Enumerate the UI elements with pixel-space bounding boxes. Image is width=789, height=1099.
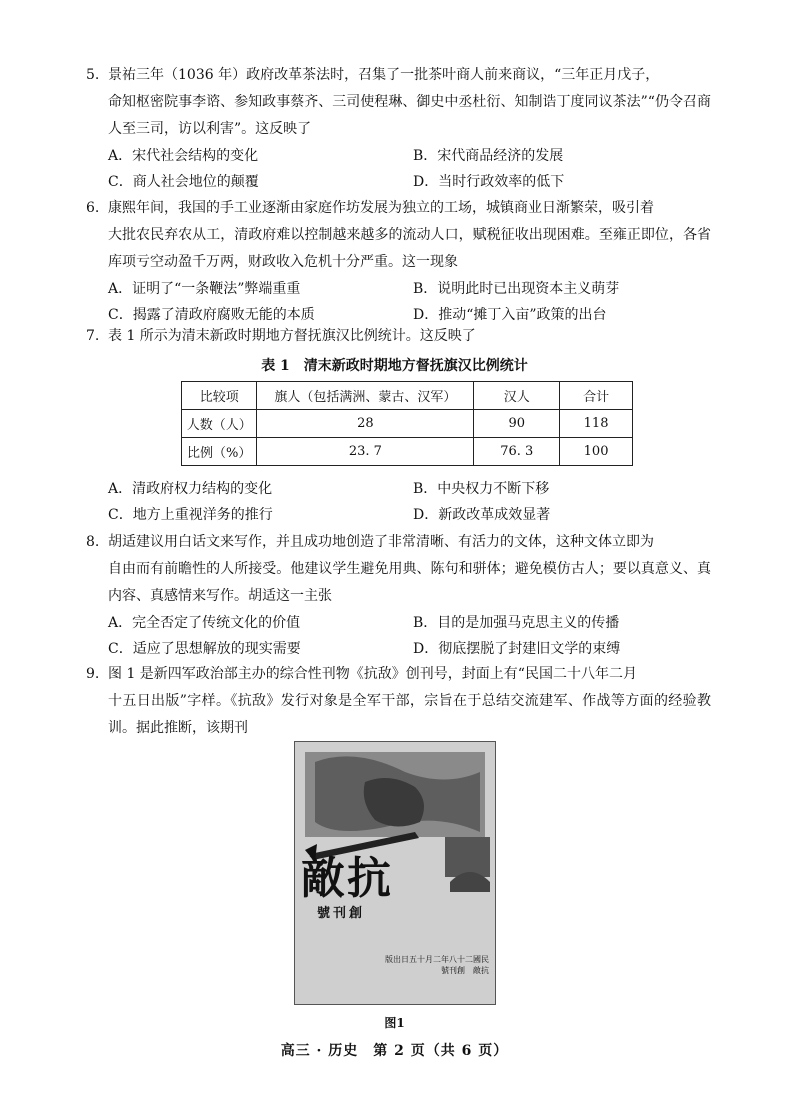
option-a: A．清政府权力结构的变化 [108,481,273,497]
cover-title: 敵抗 [301,853,393,904]
question-7 [86,323,711,350]
question-5 [86,62,711,195]
options [86,143,711,195]
question-number: 7. [86,328,100,344]
question-number: 8. [86,534,100,550]
cover-subtitle: 號刊創 [317,906,366,921]
option-c: C．适应了思想解放的现实需要 [108,641,301,657]
table-row [182,410,633,438]
question-8 [86,529,711,662]
question-stem-line1: 康熙年间，我国的手工业逐渐由家庭作坊发展为独立的工场，城镇商业日渐繁荣，吸引着 [108,200,654,216]
table-header-row [182,382,633,410]
question-number: 6. [86,200,100,216]
option-c: C．商人社会地位的颠覆 [108,174,259,190]
table-cell: 23. 7 [257,438,474,466]
table-header-cell: 汉人 [474,382,560,410]
table-cell: 人数（人） [182,410,257,438]
question-stem: 大批农民弃农从工，清政府难以控制越来越多的流动人口，赋税征收出现困难。至雍正即位，各省库项亏空动盈千万两，财政收入危机十分严重。这一现象 [108,227,711,270]
options [86,476,711,528]
table-cell: 28 [257,410,474,438]
option-d: D．推动“摊丁入亩”政策的出台 [413,307,607,323]
cover-date-line2: 號刊創 敵抗 [441,966,489,975]
data-table [181,381,633,466]
table-row [182,438,633,466]
table-header-cell: 合计 [560,382,633,410]
question-7-options [86,476,711,528]
option-c: C．地方上重视洋务的推行 [108,507,273,523]
option-d: D．新政改革成效显著 [413,507,551,523]
cover-date-text [309,954,489,976]
figure-caption: 图1 [384,1016,405,1030]
option-b: B．中央权力不断下移 [413,481,550,497]
table-cell: 100 [560,438,633,466]
option-d: D．当时行政效率的低下 [413,174,565,190]
table-cell: 90 [474,410,560,438]
page-footer: 高三 · 历史 第 2 页（共 6 页） [280,1043,509,1059]
cover-date-line1: 版出日五十月二年八十二國民 [385,955,489,964]
question-stem: 命知枢密院事李谘、参知政事蔡齐、三司使程琳、御史中丞杜衍、知制诰丁度同议茶法”“仍令召商人至三司，访以利害”。这反映了 [108,94,711,137]
option-c: C．揭露了清政府腐败无能的本质 [108,307,315,323]
question-stem-line1: 胡适建议用白话文来写作，并且成功地创造了非常清晰、有活力的文体，这种文体立即为 [108,534,654,550]
magazine-cover-image [294,741,496,1005]
question-stem-line1: 图 1 是新四军政治部主办的综合性刊物《抗敌》创刊号，封面上有“民国二十八年二月 [108,666,637,682]
table-cell: 76. 3 [474,438,560,466]
option-b: B．说明此时已出现资本主义萌芽 [413,281,620,297]
question-stem: 十五日出版”字样。《抗敌》发行对象是全军干部，宗旨在于总结交流建军、作战等方面的经验教训。据此推断，该期刊 [108,693,711,736]
question-number: 9. [86,666,100,682]
question-number: 5. [86,67,100,83]
options [86,276,711,328]
question-stem: 自由而有前瞻性的人所接受。他建议学生避免用典、陈句和骈体；避免模仿古人；要以真意义、真内容、真感情来写作。胡适这一主张 [108,561,711,604]
options [86,610,711,662]
table-header-cell: 旗人（包括满洲、蒙古、汉军） [257,382,474,410]
option-d: D．彻底摆脱了封建旧文学的束缚 [413,641,621,657]
option-b: B．目的是加强马克思主义的传播 [413,615,620,631]
question-6 [86,195,711,328]
table-header-cell: 比较项 [182,382,257,410]
table-caption: 表 1 清末新政时期地方督抚旗汉比例统计 [261,358,528,374]
question-stem-line1: 景祐三年（1036 年）政府改革茶法时，召集了一批茶叶商人前来商议，“三年正月戊子， [108,67,660,83]
option-a: A．宋代社会结构的变化 [108,148,259,164]
question-stem-line1: 表 1 所示为清末新政时期地方督抚旗汉比例统计。这反映了 [108,328,476,344]
option-a: A．证明了“一条鞭法”弊端重重 [108,281,301,297]
table-cell: 比例（%） [182,438,257,466]
table-cell: 118 [560,410,633,438]
question-9 [86,661,711,742]
option-a: A．完全否定了传统文化的价值 [108,615,301,631]
option-b: B．宋代商品经济的发展 [413,148,564,164]
